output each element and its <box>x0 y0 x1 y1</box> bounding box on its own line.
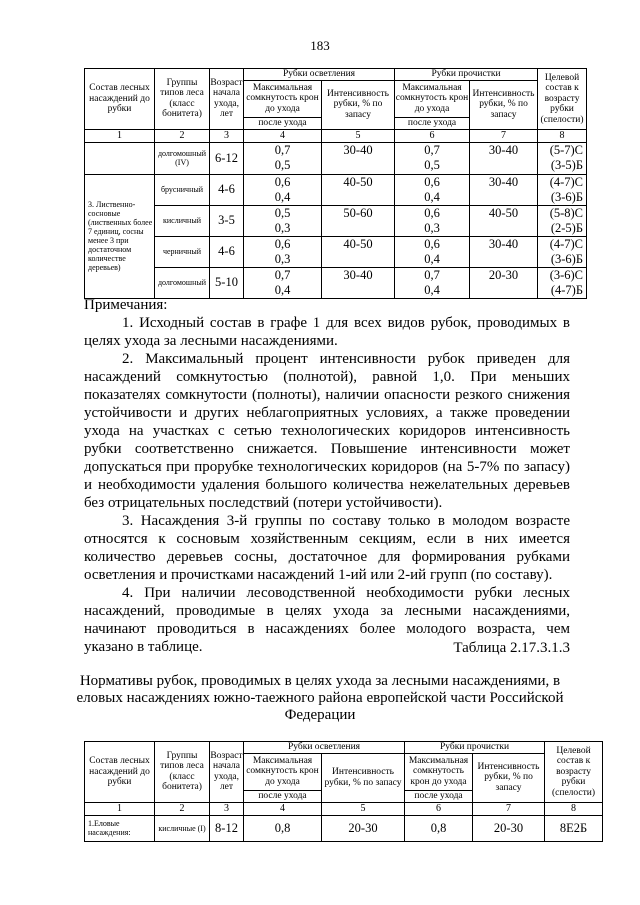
density-before: 0,6 <box>424 236 440 251</box>
density-cell <box>395 205 470 236</box>
density-after: 0,4 <box>424 189 440 204</box>
header-age: Возраст начала ухода, лет <box>210 742 244 803</box>
age-cell: 6-12 <box>210 142 244 174</box>
col-number: 3 <box>210 129 244 142</box>
density-before: 0,7 <box>424 267 440 282</box>
header-max-density-cleaning: Максимальная сомкнутость крон до ухода <box>405 753 473 790</box>
density-before: 0,6 <box>274 174 291 189</box>
header-lighting: Рубки осветления <box>244 742 405 754</box>
density-cell <box>244 205 322 236</box>
col-number: 1 <box>85 802 155 815</box>
header-max-density-cleaning: Максимальная сомкнутость крон до ухода <box>395 80 470 117</box>
group-cell: брусничный <box>155 174 210 205</box>
target-cell <box>538 267 587 298</box>
notes-section <box>84 296 570 656</box>
note-2: 2. Максимальный процент интенсивности рубок приведен для насаждений сомкнутостью (полнотой), равной 1,0. При меньших показателях сомкнутости (полноты), наличии опасности резкого снижения устойчивости и других неблагоприятных условиях, а также проведении ухода на участках с сетью технологических коридоров интенсивность рубки соответственно снижается. Повышение интенсивности может допускаться при прорубке технологических коридоров (на 5-7% по запасу) и необходимости удаления большого количества нежелательных деревьев без отрицательных последствий (потери устойчивости). <box>84 351 570 511</box>
density-after: 0,4 <box>424 282 440 297</box>
header-groups: Группы типов леса (класс бонитета) <box>155 742 210 803</box>
header-composition: Состав лесных насаждений до рубки <box>85 742 155 803</box>
col-number: 4 <box>244 129 322 142</box>
age-cell: 4-6 <box>210 174 244 205</box>
note-4: 4. При наличии лесоводственной необходимости рубки лесных насаждений, проводимые в целях ухода за лесными насаждениями, начинают проводиться в насаждениях более молодого возраста, чем указано в таблице. <box>84 585 570 655</box>
density-after: 0,3 <box>274 251 291 266</box>
table-cell-empty <box>85 142 155 174</box>
header-intensity-lighting: Интенсивность рубки, % по запасу <box>322 80 395 129</box>
density-after: 0,3 <box>274 220 291 235</box>
table-title: Нормативы рубок, проводимых в целях ухода за лесными насаждениями, в еловых насаждениях южно-таежного района европейской части Российской Федерации <box>76 673 564 723</box>
density-cell: 0,8 <box>244 815 322 841</box>
composition-cell: 3. Лиственно-сосновые (лиственных более 7 единиц, сосны менее 3 при достаточном количестве деревьев) <box>85 174 155 298</box>
target-cell <box>538 142 587 174</box>
density-after: 0,5 <box>424 158 440 172</box>
density-after: 0,4 <box>274 189 291 204</box>
age-cell: 5-10 <box>210 267 244 298</box>
header-max-density-lighting: Максимальная сомкнутость крон до ухода <box>244 753 322 790</box>
header-after-care-cleaning: после ухода <box>395 117 470 129</box>
density-cell <box>244 236 322 267</box>
target-line: (5-7)С <box>549 143 584 157</box>
intensity-cell: 20-30 <box>322 815 405 841</box>
col-number: 5 <box>322 129 395 142</box>
col-number: 2 <box>155 129 210 142</box>
col-number: 4 <box>244 802 322 815</box>
group-cell: черничный <box>155 236 210 267</box>
intensity-cell: 40-50 <box>470 205 538 236</box>
col-number: 6 <box>395 129 470 142</box>
density-after: 0,5 <box>274 158 291 172</box>
density-before: 0,6 <box>274 236 291 251</box>
density-after: 0,3 <box>424 220 440 235</box>
intensity-cell: 20-30 <box>470 267 538 298</box>
header-lighting: Рубки осветления <box>244 69 395 81</box>
col-number: 7 <box>473 802 545 815</box>
col-number: 1 <box>85 129 155 142</box>
header-after-care-lighting: после ухода <box>244 790 322 802</box>
header-intensity-lighting: Интенсивность рубки, % по запасу <box>322 753 405 802</box>
density-before: 0,5 <box>274 205 291 220</box>
age-cell: 4-6 <box>210 236 244 267</box>
composition-cell: 1.Еловые насаждения: <box>85 815 155 841</box>
target-line: (3-6)Б <box>550 189 584 204</box>
density-cell <box>244 267 322 298</box>
density-before: 0,6 <box>424 205 440 220</box>
header-composition: Состав лесных насаждений до рубки <box>85 69 155 130</box>
notes-heading: Примечания: <box>84 297 168 313</box>
group-cell: долгомошный (IV) <box>155 142 210 174</box>
header-cleaning: Рубки прочистки <box>405 742 545 754</box>
density-before: 0,7 <box>424 143 440 157</box>
target-line: (4-7)Б <box>550 282 584 297</box>
intensity-cell: 40-50 <box>322 236 395 267</box>
page-number: 183 <box>310 38 330 53</box>
header-cleaning: Рубки прочистки <box>395 69 538 81</box>
intensity-cell: 30-40 <box>322 267 395 298</box>
group-cell: кисличные (I) <box>155 815 210 841</box>
col-number: 5 <box>322 802 405 815</box>
target-line: (4-7)С <box>549 236 584 251</box>
density-before: 0,7 <box>274 267 291 282</box>
target-line: (5-8)С <box>549 205 584 220</box>
intensity-cell: 20-30 <box>473 815 545 841</box>
group-cell: долгомошный <box>155 267 210 298</box>
density-after: 0,4 <box>424 251 440 266</box>
density-after: 0,4 <box>274 282 291 297</box>
density-cell <box>395 142 470 174</box>
target-cell <box>538 236 587 267</box>
header-target: Целевой состав к возрасту рубки (спелости) <box>538 69 587 130</box>
header-max-density-lighting: Максимальная сомкнутость крон до ухода <box>244 80 322 117</box>
density-cell <box>244 142 322 174</box>
target-cell: 8Е2Б <box>545 815 603 841</box>
density-cell <box>244 174 322 205</box>
intensity-cell: 30-40 <box>470 174 538 205</box>
target-cell <box>538 205 587 236</box>
header-age: Возраст начала ухода, лет <box>210 69 244 130</box>
col-number: 6 <box>405 802 473 815</box>
header-intensity-cleaning: Интенсивность рубки, % по запасу <box>473 753 545 802</box>
col-number: 8 <box>545 802 603 815</box>
target-line: (3-5)Б <box>550 158 584 172</box>
table-number: Таблица 2.17.3.1.3 <box>453 640 570 656</box>
density-before: 0,7 <box>274 143 291 157</box>
header-after-care-lighting: после ухода <box>244 117 322 129</box>
group-cell: кисличный <box>155 205 210 236</box>
note-1: 1. Исходный состав в графе 1 для всех видов рубок, проводимых в целях ухода за лесными насаждениями. <box>84 315 570 349</box>
target-line: (2-5)Б <box>550 220 584 235</box>
density-cell <box>395 174 470 205</box>
note-3: 3. Насаждения 3-й группы по составу только в молодом возрасте относятся к сосновым хозяйственным секциям, если в них имеется количество деревьев сосны, достаточное для формирования рубками осветления и прочистками насаждений 1-ий или 2-ий групп (по составу). <box>84 513 570 583</box>
target-line: (3-6)Б <box>550 251 584 266</box>
target-line: (3-6)С <box>549 267 584 282</box>
header-after-care-cleaning: после ухода <box>405 790 473 802</box>
table-spruce <box>84 741 603 842</box>
header-groups: Группы типов леса (класс бонитета) <box>155 69 210 130</box>
header-target: Целевой состав к возрасту рубки (спелости) <box>545 742 603 803</box>
target-line: (4-7)С <box>549 174 584 189</box>
table-continued <box>84 68 587 299</box>
density-cell <box>395 236 470 267</box>
density-before: 0,6 <box>424 174 440 189</box>
col-number: 2 <box>155 802 210 815</box>
density-cell <box>395 267 470 298</box>
col-number: 8 <box>538 129 587 142</box>
age-cell: 3-5 <box>210 205 244 236</box>
density-cell: 0,8 <box>405 815 473 841</box>
intensity-cell: 30-40 <box>470 236 538 267</box>
intensity-cell: 50-60 <box>322 205 395 236</box>
intensity-cell: 30-40 <box>470 142 538 174</box>
intensity-cell: 30-40 <box>322 142 395 174</box>
intensity-cell: 40-50 <box>322 174 395 205</box>
header-intensity-cleaning: Интенсивность рубки, % по запасу <box>470 80 538 129</box>
target-cell <box>538 174 587 205</box>
col-number: 3 <box>210 802 244 815</box>
age-cell: 8-12 <box>210 815 244 841</box>
col-number: 7 <box>470 129 538 142</box>
